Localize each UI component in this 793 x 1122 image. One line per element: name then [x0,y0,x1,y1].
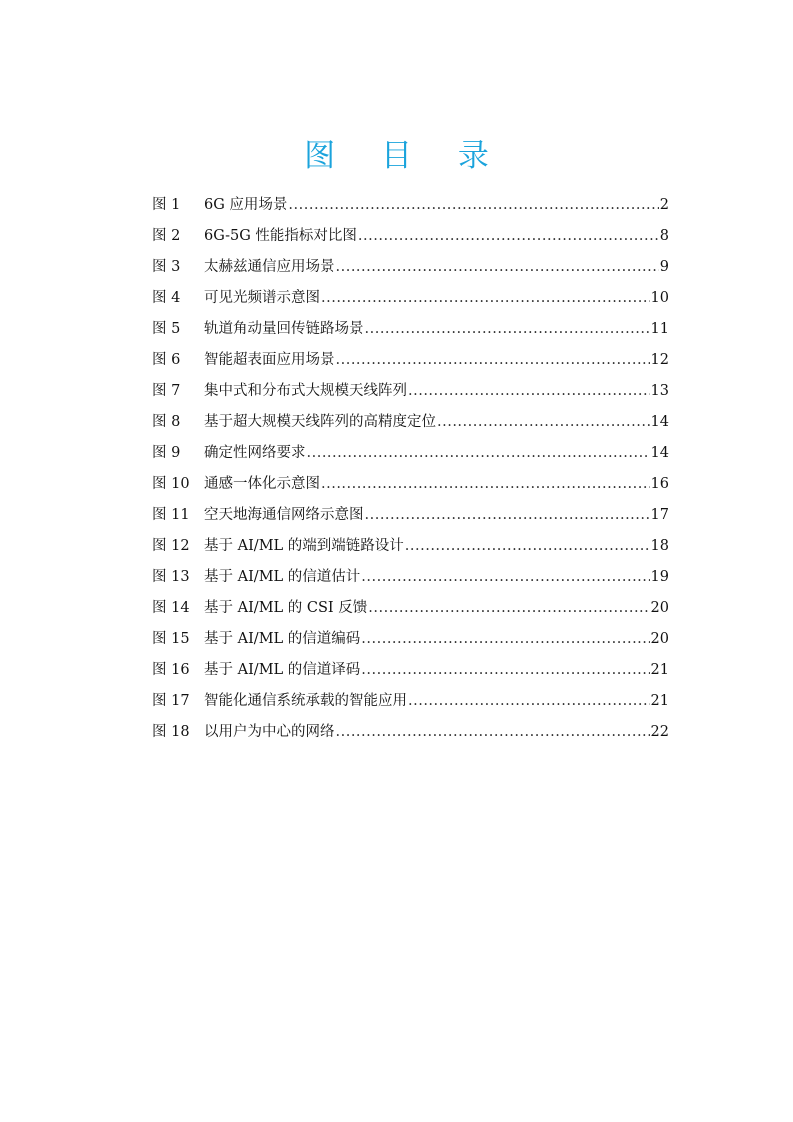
figure-caption: 确定性网络要求 [204,445,306,461]
dot-leader [321,286,650,310]
page-number: 16 [650,476,669,492]
dot-leader [307,441,650,465]
page-number: 22 [650,724,669,740]
figure-number: 图 7 [152,383,181,399]
figure-caption: 智能化通信系统承载的智能应用 [204,693,407,709]
toc-entry[interactable] [152,503,669,534]
page-number: 10 [650,290,669,306]
page-number: 11 [650,321,669,337]
figure-caption: 基于超大规模天线阵列的高精度定位 [204,414,436,430]
figure-caption: 智能超表面应用场景 [204,352,335,368]
dot-leader [408,379,650,403]
figure-number: 图 14 [152,600,190,616]
page-number: 8 [659,228,669,244]
toc-entry[interactable] [152,689,669,720]
dot-leader [361,627,649,651]
figure-caption: 基于 AI/ML 的端到端链路设计 [204,538,404,554]
dot-leader [321,472,650,496]
figure-caption: 太赫兹通信应用场景 [204,259,335,275]
dot-leader [336,255,659,279]
figure-number: 图 9 [152,445,181,461]
dot-leader [361,565,649,589]
dot-leader [408,689,650,713]
page-number: 21 [650,693,669,709]
toc-entry[interactable] [152,193,669,224]
dot-leader [405,534,650,558]
figure-caption: 基于 AI/ML 的信道译码 [204,662,361,678]
figure-caption: 6G-5G 性能指标对比图 [204,228,357,244]
figure-caption: 空天地海通信网络示意图 [204,507,364,523]
figure-caption: 可见光频谱示意图 [204,290,320,306]
figure-number: 图 11 [152,507,190,523]
figure-caption: 基于 AI/ML 的信道编码 [204,631,361,647]
figure-number: 图 13 [152,569,190,585]
toc-entry[interactable] [152,720,669,751]
toc-entry[interactable] [152,658,669,689]
dot-leader [288,193,658,217]
page-number: 2 [659,197,669,213]
toc-entry[interactable] [152,255,669,286]
page-number: 14 [650,414,669,430]
figure-number: 图 17 [152,693,190,709]
figure-caption: 通感一体化示意图 [204,476,320,492]
figure-caption: 以用户为中心的网络 [204,724,335,740]
toc-entry[interactable] [152,348,669,379]
figure-number: 图 15 [152,631,190,647]
dot-leader [368,596,649,620]
toc-entry[interactable] [152,224,669,255]
figure-number: 图 10 [152,476,190,492]
page-number: 14 [650,445,669,461]
figure-caption: 集中式和分布式大规模天线阵列 [204,383,407,399]
figure-number: 图 6 [152,352,181,368]
dot-leader [365,317,650,341]
figure-number: 图 18 [152,724,190,740]
figure-number: 图 4 [152,290,181,306]
dot-leader [361,658,649,682]
page-number: 21 [650,662,669,678]
page-number: 18 [650,538,669,554]
toc-entry[interactable] [152,534,669,565]
figure-caption: 基于 AI/ML 的信道估计 [204,569,361,585]
figure-number: 图 1 [152,197,181,213]
page-number: 9 [659,259,669,275]
dot-leader [437,410,650,434]
toc-entry[interactable] [152,627,669,658]
dot-leader [365,503,650,527]
dot-leader [336,348,650,372]
page-number: 19 [650,569,669,585]
page-title: 图 目 录 [304,138,507,174]
toc-entry[interactable] [152,317,669,348]
page-number: 13 [650,383,669,399]
figure-caption: 6G 应用场景 [204,197,288,213]
figure-number: 图 3 [152,259,181,275]
figure-number: 图 12 [152,538,190,554]
dot-leader [358,224,659,248]
toc-entry[interactable] [152,286,669,317]
figure-number: 图 8 [152,414,181,430]
dot-leader [336,720,650,744]
figure-number: 图 16 [152,662,190,678]
toc-entry[interactable] [152,410,669,441]
figure-caption: 基于 AI/ML 的 CSI 反馈 [204,600,368,616]
figure-number: 图 5 [152,321,181,337]
page-number: 12 [650,352,669,368]
toc-entry[interactable] [152,565,669,596]
page-number: 20 [650,631,669,647]
toc-entry[interactable] [152,596,669,627]
page-number: 20 [650,600,669,616]
toc-entry[interactable] [152,441,669,472]
toc-entry[interactable] [152,472,669,503]
figure-caption: 轨道角动量回传链路场景 [204,321,364,337]
toc-entry[interactable] [152,379,669,410]
figure-number: 图 2 [152,228,181,244]
figure-list [152,193,669,751]
page-number: 17 [650,507,669,523]
